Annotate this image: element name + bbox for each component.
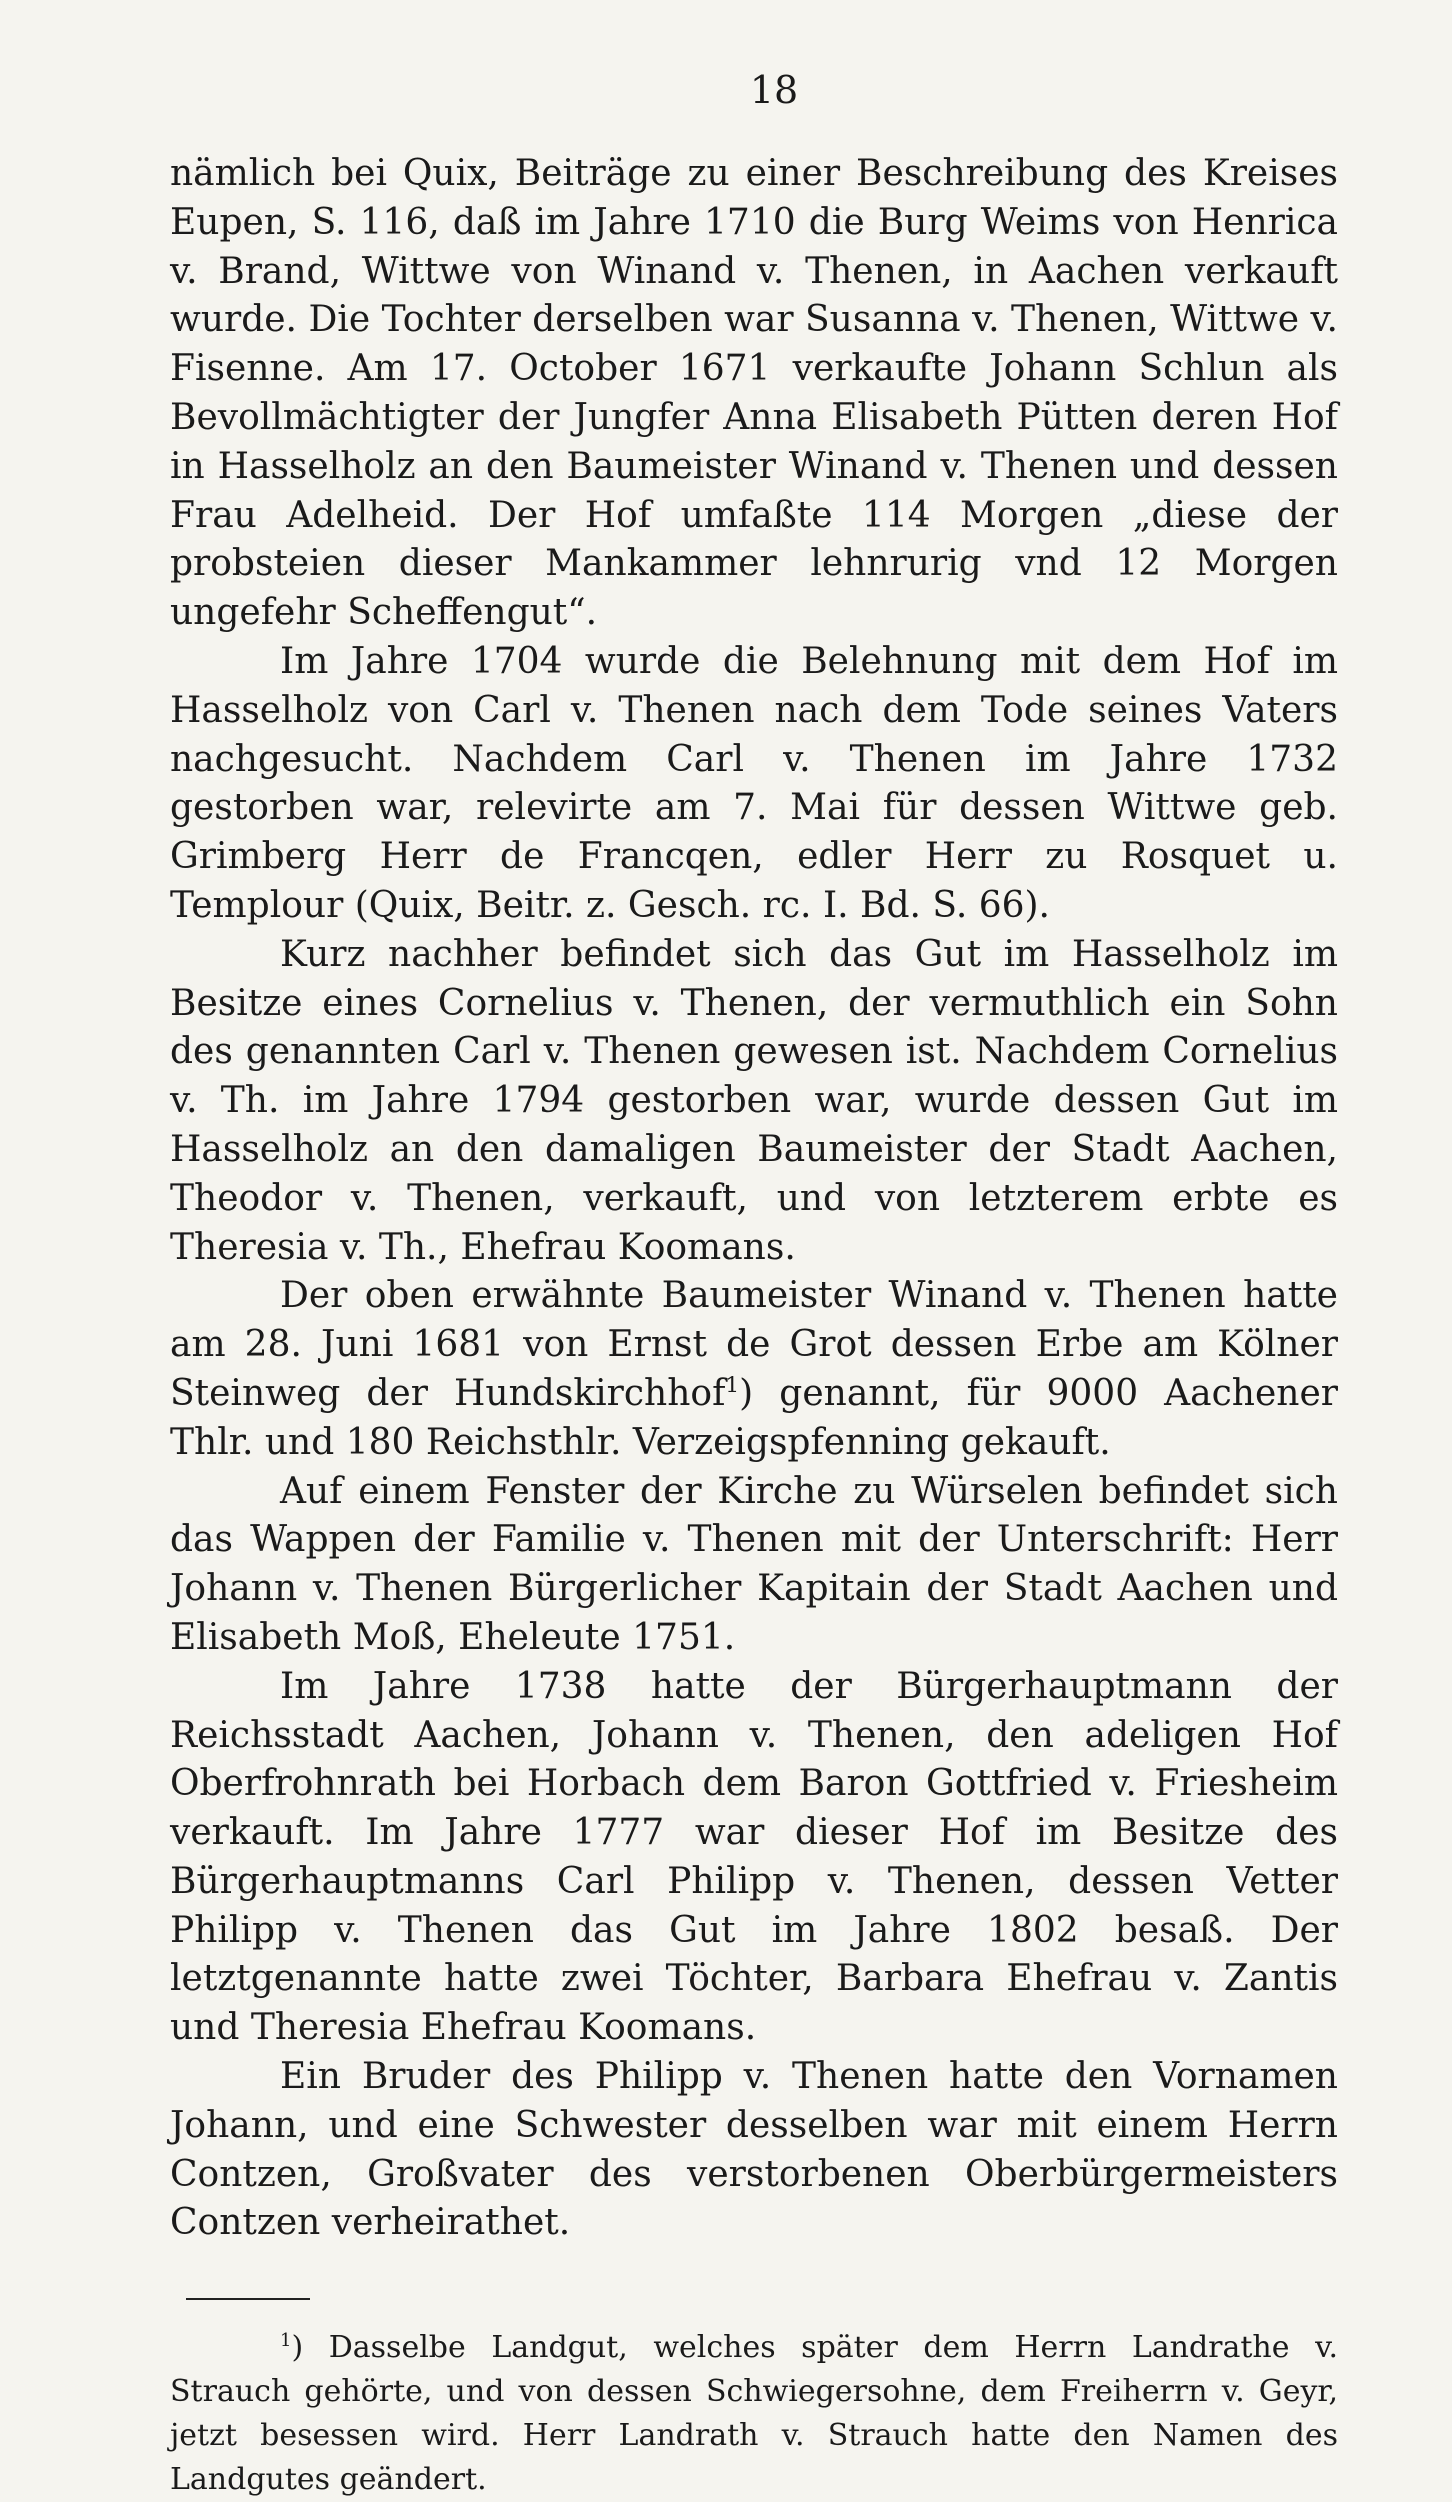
footnote-reference: 1 [725,1372,740,1398]
footnote [170,2326,1338,2502]
paragraph-3: Kurz nachher befindet sich das Gut im Hasselholz im Besitze eines Cornelius v. Thenen, der vermuthlich ein Sohn des genannten Carl v. Thenen gewesen ist. Nachdem Cornelius v. Th. im Jahre 1794 gestorben war, wurde dessen Gut im Hasselholz an den damaligen Baumeister der Stadt Aachen, Theodor v. Thenen, verkauft, und von letzterem erbte es Theresia v. Th., Ehefrau Koomans. [170,933,1338,1268]
page-number: 18 [749,68,799,112]
paragraph-2: Im Jahre 1704 wurde die Belehnung mit dem Hof im Hasselholz von Carl v. Thenen nach dem Tode seines Vaters nachgesucht. Nachdem Carl v. Thenen im Jahre 1732 gestorben war, relevirte am 7. Mai für dessen Wittwe geb. Grimberg Herr de Francqen, edler Herr zu Rosquet u. Templour (Quix, Beitr. z. Gesch. rc. I. Bd. S. 66). [170,640,1338,926]
paragraph-6: Im Jahre 1738 hatte der Bürgerhauptmann der Reichsstadt Aachen, Johann v. Thenen, den adeligen Hof Oberfrohnrath bei Horbach dem Baron Gottfried v. Friesheim verkauft. Im Jahre 1777 war dieser Hof im Besitze des Bürgerhauptmanns Carl Philipp v. Thenen, dessen Vetter Philipp v. Thenen das Gut im Jahre 1802 besaß. Der letztgenannte hatte zwei Töchter, Barbara Ehefrau v. Zantis und Theresia Ehefrau Koomans. [170,1665,1338,2049]
paragraph-5: Auf einem Fenster der Kirche zu Würselen befindet sich das Wappen der Familie v. Thenen mit der Unterschrift: Herr Johann v. Thenen Bürgerlicher Kapitain der Stadt Aachen und Elisabeth Moß, Eheleute 1751. [170,1470,1338,1658]
paragraph-7: Ein Bruder des Philipp v. Thenen hatte den Vornamen Johann, und eine Schwester desselben war mit einem Herrn Contzen, Großvater des verstorbenen Oberbürgermeisters Contzen verheirathet. [170,2056,1338,2244]
paragraph-1: nämlich bei Quix, Beiträge zu einer Beschreibung des Kreises Eupen, S. 116, daß im Jahre 1710 die Burg Weims von Henrica v. Brand, Wittwe von Winand v. Thenen, in Aachen verkauft wurde. Die Tochter derselben war Susanna v. Thenen, Wittwe v. Fisenne. Am 17. October 1671 verkaufte Johann Schlun als Bevollmächtigter der Jungfer Anna Elisabeth Pütten deren Hof in Hasselholz an den Baumeister Winand v. Thenen und dessen Frau Adelheid. Der Hof umfaßte 114 Morgen „diese der probsteien dieser Mankammer lehnrurig vnd 12 Morgen ungefehr Scheffengut“. [170,153,1338,634]
main-text [170,150,1338,2248]
footnote-text: ) Dasselbe Landgut, welches später dem Herrn Landrathe v. Strauch gehörte, und von dessen Schwiegersohne, dem Freiherrn v. Geyr, jetzt besessen wird. Herr Landrath v. Strauch hatte den Namen des Landgutes geändert. [170,2330,1338,2498]
paragraph-4-text-after-note: ) genannt, für 9000 Aachener Thlr. und 180 Reichsthlr. Verzeigspfenning gekauft. [170,1372,1338,1463]
footnote-divider [186,2298,310,2300]
paragraph-4 [170,1272,1338,1467]
footnote-marker: 1 [280,2330,292,2352]
paragraph-4-text-before-note: Der oben erwähnte Baumeister Winand v. Thenen hatte am 28. Juni 1681 von Ernst de Grot dessen Erbe am Kölner Steinweg der Hundskirchhof [170,1275,1338,1414]
